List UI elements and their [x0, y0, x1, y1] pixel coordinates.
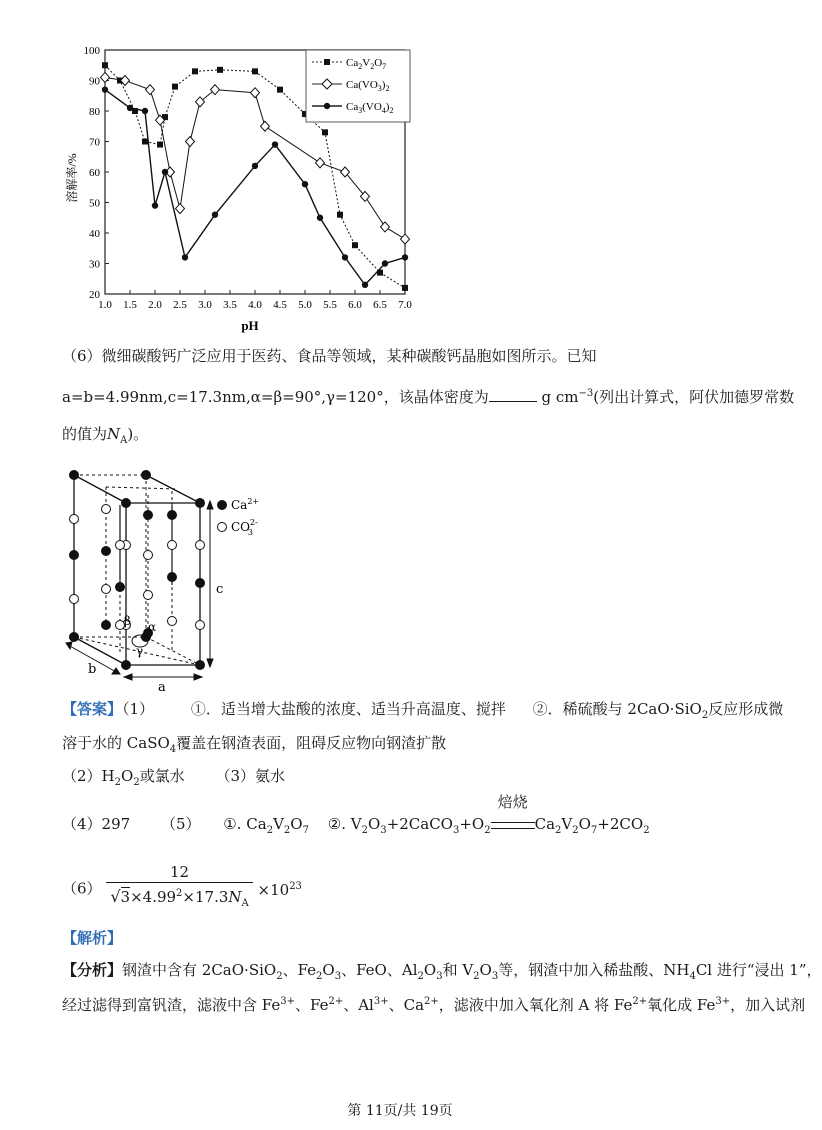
point-square: [337, 212, 343, 218]
chart-legend: [306, 50, 410, 122]
answer-1b-sub: 2: [701, 710, 709, 721]
y-tick-label: 30: [89, 258, 100, 271]
y-tick-label: 20: [89, 289, 100, 301]
answer-1a: ①．适当增大盐酸的浓度、适当升高温度、搅拌: [190, 700, 506, 718]
point-diamond: [146, 85, 155, 95]
x-tick-label: 3.5: [223, 299, 237, 311]
point-diamond: [381, 222, 390, 232]
answer-2: （2）H: [62, 767, 115, 785]
fraction-numerator: 12: [106, 862, 252, 883]
point-circle: [102, 86, 108, 92]
point-diamond: [261, 121, 270, 131]
x-tick-label: 2.0: [148, 299, 162, 311]
answer-4: （4）297: [62, 815, 131, 833]
solubility-chart: [60, 38, 420, 338]
point-square: [352, 242, 358, 248]
y-tick-label: 90: [89, 75, 100, 88]
answer-1-num: （1）: [122, 700, 155, 718]
y-tick-label: 80: [89, 106, 100, 118]
point-circle: [212, 212, 218, 218]
page-footer: 第 11页/共 19页: [347, 1103, 453, 1119]
answer-line5: [62, 862, 302, 915]
answer-5b-equation: ②. $V_2O_3+2CaCO_3+O_2$ 焙烧 $Ca_2V_2O_7+2CO_2$: [327, 793, 650, 836]
answer-6-multiplier: $\times 10^{23}$: [257, 881, 302, 899]
point-circle: [182, 254, 188, 260]
solubility-chart-svg: [60, 38, 420, 338]
point-diamond: [211, 85, 220, 95]
answer-line4: [62, 793, 650, 841]
label-c: c: [216, 582, 224, 597]
x-tick-label: 1.5: [123, 299, 137, 311]
point-circle: [302, 181, 308, 187]
point-circle: [127, 105, 133, 111]
analysis-subtag: 【分析】: [62, 961, 123, 979]
crystal-cell-svg: [60, 465, 260, 695]
point-diamond: [401, 234, 410, 244]
label-gamma: γ: [136, 644, 144, 658]
legend-co3-label: $CO^{2-}3$: [231, 518, 258, 537]
x-tick-label: 1.0: [98, 299, 112, 311]
x-tick-label: 7.0: [398, 299, 412, 311]
legend-label-ca2v2o7: $Ca_2V_2O_7$: [346, 57, 387, 71]
label-alpha: α: [148, 620, 157, 634]
answer-line1: [62, 699, 783, 726]
answer-2-mid: O: [121, 767, 134, 785]
x-axis-label: pH: [241, 318, 259, 333]
point-circle: [152, 202, 158, 208]
answer-line2: [62, 733, 446, 760]
point-diamond: [251, 88, 260, 98]
x-tick-label: 5.0: [298, 299, 312, 311]
answer-2-post: 或氯水: [139, 767, 185, 785]
legend-co3-dot: [218, 523, 227, 532]
point-square: [217, 67, 223, 73]
question6-line1: （6）微细碳酸钙广泛应用于医药、食品等领域，某种碳酸钙晶胞如图所示。已知: [62, 347, 597, 365]
legend-ca-label: $Ca^{2+}$: [231, 497, 260, 512]
point-circle: [402, 254, 408, 260]
point-diamond: [196, 97, 205, 107]
point-square: [172, 84, 178, 90]
answer-2-sub2: 2: [133, 777, 140, 788]
question6-na-pre: 的值为: [62, 425, 108, 443]
answer-1b-cont-sub: 4: [169, 744, 177, 755]
x-tick-label: 4.0: [248, 299, 262, 311]
question6-given: a=b=4.99nm,c=17.3nm,α=β=90°,γ=120°，该晶体密度为: [62, 388, 489, 406]
point-diamond: [316, 158, 325, 168]
point-square: [402, 285, 408, 291]
answer-1b-post: 反应形成微: [708, 700, 784, 718]
analysis-line2: 经过滤得到富钒渣，滤液中含 $Fe^{3+}$、$Fe^{2+}$、$Al^{3+}$、$Ca^{2+}$，滤液中加入氧化剂 A 将 $Fe^{2+}$氧化成 $Fe^{3+}$，加入试剂: [62, 996, 806, 1014]
y-tick-label: 40: [89, 228, 100, 240]
analysis-line1: 【分析】钢渣中含有 2CaO·SiO$_2$、$Fe_2O_3$、FeO、$Al_2O_3$和 $V_2O_3$等，钢渣中加入稀盐酸、$NH_4Cl$ 进行“浸出 1”，: [62, 961, 822, 982]
density-unit-exp: −3: [578, 388, 594, 399]
label-beta: β: [124, 614, 131, 628]
point-square: [157, 142, 163, 148]
question6-note: (列出计算式，阿伏加德罗常数: [593, 388, 795, 406]
answer-1b-cont-post: 覆盖在钢渣表面，阻碍反应物向钢渣扩散: [176, 734, 447, 752]
question6-line3: [62, 424, 148, 451]
answer-2-sub1: 2: [114, 777, 121, 788]
label-a: a: [158, 680, 166, 695]
density-unit: g cm: [541, 388, 579, 406]
point-square: [192, 68, 198, 74]
point-circle: [252, 163, 258, 169]
question6-line2: [62, 384, 794, 407]
avogadro-sub: A: [120, 435, 128, 446]
answer-6-num: （6）: [62, 879, 102, 898]
point-square: [322, 129, 328, 135]
analysis-tag: 【解析】: [62, 929, 123, 947]
crystal-cell-diagram: [60, 465, 260, 695]
x-tick-label: 6.5: [373, 299, 387, 311]
point-square: [252, 68, 258, 74]
label-b: b: [88, 662, 97, 677]
density-fraction: [106, 862, 252, 915]
point-circle: [162, 169, 168, 175]
point-square: [102, 62, 108, 68]
answer-3: （3）氨水: [215, 767, 286, 785]
reaction-condition: 焙烧: [491, 814, 535, 834]
question6-na-post: )。: [127, 425, 149, 443]
y-tick-label: 50: [89, 197, 100, 210]
point-diamond: [186, 137, 195, 147]
answer-5-num: （5）: [160, 815, 201, 833]
x-tick-label: 2.5: [173, 299, 187, 311]
point-circle: [272, 141, 278, 147]
answer-tag: 【答案】: [62, 700, 123, 718]
point-square: [142, 139, 148, 145]
point-circle: [342, 254, 348, 260]
legend-ca-dot: [218, 501, 227, 510]
avogadro-n: N: [107, 425, 121, 443]
point-diamond: [176, 204, 185, 214]
legend-label-cavo32: $Ca(VO_3)_2$: [346, 79, 390, 93]
legend-marker-circle: [324, 103, 330, 109]
point-circle: [317, 215, 323, 221]
x-tick-label: 5.5: [323, 299, 337, 311]
point-square: [277, 87, 283, 93]
fraction-denominator: $√3\times 4.99^2\times 17.3N_A$: [110, 887, 249, 909]
x-tick-label: 4.5: [273, 299, 287, 311]
y-tick-label: 60: [89, 167, 100, 179]
y-tick-label: 100: [83, 45, 100, 57]
point-circle: [362, 282, 368, 288]
legend-marker-square: [324, 59, 330, 65]
x-tick-label: 3.0: [198, 299, 212, 311]
answer-blank: [489, 387, 537, 402]
y-axis-label: 溶解率/%: [65, 153, 79, 203]
y-tick-label: 70: [89, 136, 100, 149]
answer-line3: [62, 766, 285, 793]
legend-label-ca3vo42: $Ca_3(VO_4)_2$: [346, 101, 394, 115]
answer-1b-pre: ②．稀硫酸与 2CaO·SiO: [532, 700, 702, 718]
answer-1b-cont: 溶于水的 CaSO: [62, 734, 170, 752]
x-tick-label: 6.0: [348, 299, 362, 311]
point-circle: [382, 260, 388, 266]
answer-5a: ①. $Ca_2V_2O_7$: [223, 815, 309, 836]
point-circle: [142, 108, 148, 114]
